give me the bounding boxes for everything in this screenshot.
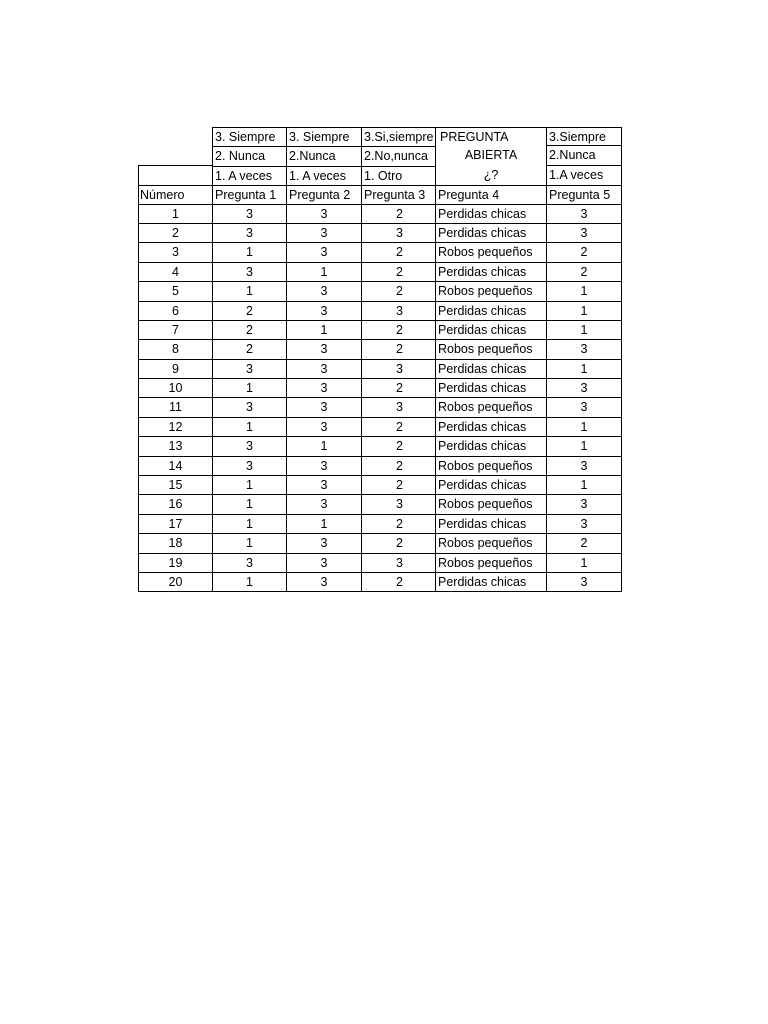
cell-numero: 16 [138,495,212,514]
column-header-pregunta-5: Pregunta 5 [546,185,622,204]
cell-pregunta-2: 3 [286,224,361,243]
cell-pregunta-3: 3 [361,224,435,243]
cell-pregunta-3: 2 [361,379,435,398]
cell-pregunta-4: Robos pequeños [435,340,546,359]
cell-pregunta-3: 2 [361,476,435,495]
cell-pregunta-1: 2 [212,321,286,340]
cell-pregunta-1: 3 [212,437,286,456]
cell-pregunta-4: Robos pequeños [435,457,546,476]
cell-pregunta-4: Perdidas chicas [435,360,546,379]
cell-pregunta-2: 3 [286,418,361,437]
column-header-pregunta-2: Pregunta 2 [286,185,361,204]
cell-pregunta-2: 3 [286,534,361,553]
header-cell-p1-option1: 1. A veces [212,166,286,185]
cell-pregunta-5: 1 [546,302,622,321]
cell-numero: 4 [138,263,212,282]
cell-numero: 20 [138,573,212,592]
table-row [138,457,622,476]
cell-pregunta-1: 3 [212,554,286,573]
table-row [138,340,622,359]
cell-pregunta-4: Robos pequeños [435,495,546,514]
header-cell-p3-option2: 2.No,nunca [361,146,435,165]
cell-pregunta-5: 3 [546,573,622,592]
cell-pregunta-5: 3 [546,205,622,224]
cell-pregunta-3: 2 [361,515,435,534]
cell-pregunta-4: Robos pequeños [435,534,546,553]
cell-pregunta-3: 2 [361,282,435,301]
survey-table [138,127,622,592]
cell-pregunta-2: 3 [286,340,361,359]
cell-pregunta-3: 3 [361,302,435,321]
header-row-1 [138,127,622,146]
cell-pregunta-2: 3 [286,243,361,262]
cell-pregunta-2: 3 [286,360,361,379]
column-header-pregunta-1: Pregunta 1 [212,185,286,204]
cell-pregunta-2: 3 [286,379,361,398]
cell-pregunta-1: 1 [212,495,286,514]
cell-numero: 17 [138,515,212,534]
cell-numero: 12 [138,418,212,437]
cell-numero: 11 [138,398,212,417]
cell-pregunta-4: Robos pequeños [435,554,546,573]
cell-numero: 5 [138,282,212,301]
header-cell-empty [138,146,212,165]
header-cell-p2-option3: 3. Siempre [286,127,361,146]
cell-pregunta-1: 1 [212,243,286,262]
header-cell-p5-option3: 3.Siempre [546,127,622,146]
cell-pregunta-1: 3 [212,205,286,224]
table-row [138,224,622,243]
table-row [138,573,622,592]
header-cell-p5-option1: 1.A veces [546,166,622,185]
header-cell-p3-option1: 1. Otro [361,166,435,185]
cell-pregunta-4: Robos pequeños [435,398,546,417]
table-row [138,205,622,224]
cell-pregunta-1: 3 [212,263,286,282]
table-row [138,476,622,495]
header-cell-empty [138,127,212,146]
cell-pregunta-2: 1 [286,263,361,282]
cell-numero: 7 [138,321,212,340]
cell-pregunta-3: 2 [361,263,435,282]
table-row [138,534,622,553]
cell-numero: 19 [138,554,212,573]
cell-pregunta-1: 2 [212,340,286,359]
cell-pregunta-2: 3 [286,205,361,224]
cell-pregunta-4: Perdidas chicas [435,437,546,456]
cell-pregunta-4: Perdidas chicas [435,476,546,495]
cell-pregunta-1: 1 [212,476,286,495]
cell-pregunta-2: 3 [286,573,361,592]
table-row [138,302,622,321]
cell-pregunta-2: 3 [286,476,361,495]
cell-numero: 18 [138,534,212,553]
table-body [138,205,622,593]
cell-pregunta-1: 1 [212,573,286,592]
header-cell-p5-option2: 2.Nunca [546,146,622,165]
cell-pregunta-4: Perdidas chicas [435,379,546,398]
table-row [138,398,622,417]
cell-pregunta-4: Perdidas chicas [435,205,546,224]
cell-numero: 14 [138,457,212,476]
header-cell-p1-option2: 2. Nunca [212,146,286,165]
header-cell-p1-option3: 3. Siempre [212,127,286,146]
cell-pregunta-3: 3 [361,398,435,417]
cell-pregunta-1: 3 [212,224,286,243]
cell-pregunta-5: 3 [546,398,622,417]
table-row [138,418,622,437]
cell-numero: 3 [138,243,212,262]
header-row-2 [138,146,622,165]
cell-pregunta-2: 3 [286,495,361,514]
cell-pregunta-5: 1 [546,360,622,379]
cell-numero: 10 [138,379,212,398]
cell-pregunta-2: 1 [286,515,361,534]
cell-numero: 2 [138,224,212,243]
cell-pregunta-3: 2 [361,457,435,476]
cell-pregunta-1: 1 [212,418,286,437]
cell-numero: 6 [138,302,212,321]
cell-pregunta-2: 3 [286,457,361,476]
header-cell-p3-option3: 3.Si,siempre [361,127,435,146]
cell-pregunta-5: 1 [546,418,622,437]
table-row [138,263,622,282]
cell-pregunta-1: 1 [212,515,286,534]
cell-pregunta-5: 1 [546,282,622,301]
cell-numero: 13 [138,437,212,456]
table-row [138,515,622,534]
header-cell-p2-option2: 2.Nunca [286,146,361,165]
cell-pregunta-1: 1 [212,379,286,398]
header-row-3 [138,166,622,185]
cell-pregunta-2: 1 [286,437,361,456]
table-row [138,360,622,379]
cell-pregunta-4: Perdidas chicas [435,418,546,437]
header-cell-p2-option1: 1. A veces [286,166,361,185]
cell-pregunta-3: 3 [361,495,435,514]
column-header-numero: Número [138,185,212,204]
cell-pregunta-3: 3 [361,360,435,379]
cell-pregunta-5: 1 [546,554,622,573]
cell-numero: 15 [138,476,212,495]
cell-pregunta-1: 3 [212,360,286,379]
cell-pregunta-4: Robos pequeños [435,282,546,301]
cell-pregunta-3: 2 [361,243,435,262]
cell-pregunta-5: 2 [546,534,622,553]
table-row [138,321,622,340]
cell-numero: 8 [138,340,212,359]
cell-pregunta-3: 2 [361,418,435,437]
table-row [138,379,622,398]
header-cell-p4-line2: ABIERTA [435,146,546,165]
cell-pregunta-2: 3 [286,282,361,301]
cell-pregunta-5: 2 [546,263,622,282]
cell-pregunta-1: 3 [212,398,286,417]
cell-pregunta-5: 1 [546,476,622,495]
cell-pregunta-3: 3 [361,554,435,573]
cell-numero: 9 [138,360,212,379]
cell-pregunta-1: 1 [212,282,286,301]
cell-pregunta-5: 3 [546,340,622,359]
cell-numero: 1 [138,205,212,224]
table-row [138,495,622,514]
cell-pregunta-1: 1 [212,534,286,553]
cell-pregunta-5: 3 [546,515,622,534]
column-header-pregunta-4: Pregunta 4 [435,185,546,204]
column-header-pregunta-3: Pregunta 3 [361,185,435,204]
header-cell-empty [138,166,212,185]
header-cell-p4-line3: ¿? [435,166,546,185]
cell-pregunta-4: Perdidas chicas [435,224,546,243]
cell-pregunta-5: 2 [546,243,622,262]
cell-pregunta-5: 3 [546,379,622,398]
cell-pregunta-4: Perdidas chicas [435,573,546,592]
cell-pregunta-3: 2 [361,205,435,224]
cell-pregunta-3: 2 [361,340,435,359]
table-row [138,437,622,456]
table-row [138,243,622,262]
cell-pregunta-2: 3 [286,554,361,573]
cell-pregunta-5: 3 [546,224,622,243]
cell-pregunta-2: 1 [286,321,361,340]
cell-pregunta-5: 3 [546,495,622,514]
cell-pregunta-4: Perdidas chicas [435,263,546,282]
cell-pregunta-1: 2 [212,302,286,321]
cell-pregunta-5: 1 [546,321,622,340]
header-cell-p4-line1: PREGUNTA [435,127,546,146]
cell-pregunta-4: Perdidas chicas [435,515,546,534]
cell-pregunta-2: 3 [286,398,361,417]
cell-pregunta-4: Robos pequeños [435,243,546,262]
cell-pregunta-3: 2 [361,437,435,456]
cell-pregunta-4: Perdidas chicas [435,302,546,321]
cell-pregunta-3: 2 [361,573,435,592]
cell-pregunta-4: Perdidas chicas [435,321,546,340]
table-row [138,282,622,301]
cell-pregunta-2: 3 [286,302,361,321]
table-row [138,554,622,573]
cell-pregunta-5: 3 [546,457,622,476]
cell-pregunta-3: 2 [361,534,435,553]
cell-pregunta-3: 2 [361,321,435,340]
header-row-4 [138,185,622,204]
cell-pregunta-1: 3 [212,457,286,476]
cell-pregunta-5: 1 [546,437,622,456]
